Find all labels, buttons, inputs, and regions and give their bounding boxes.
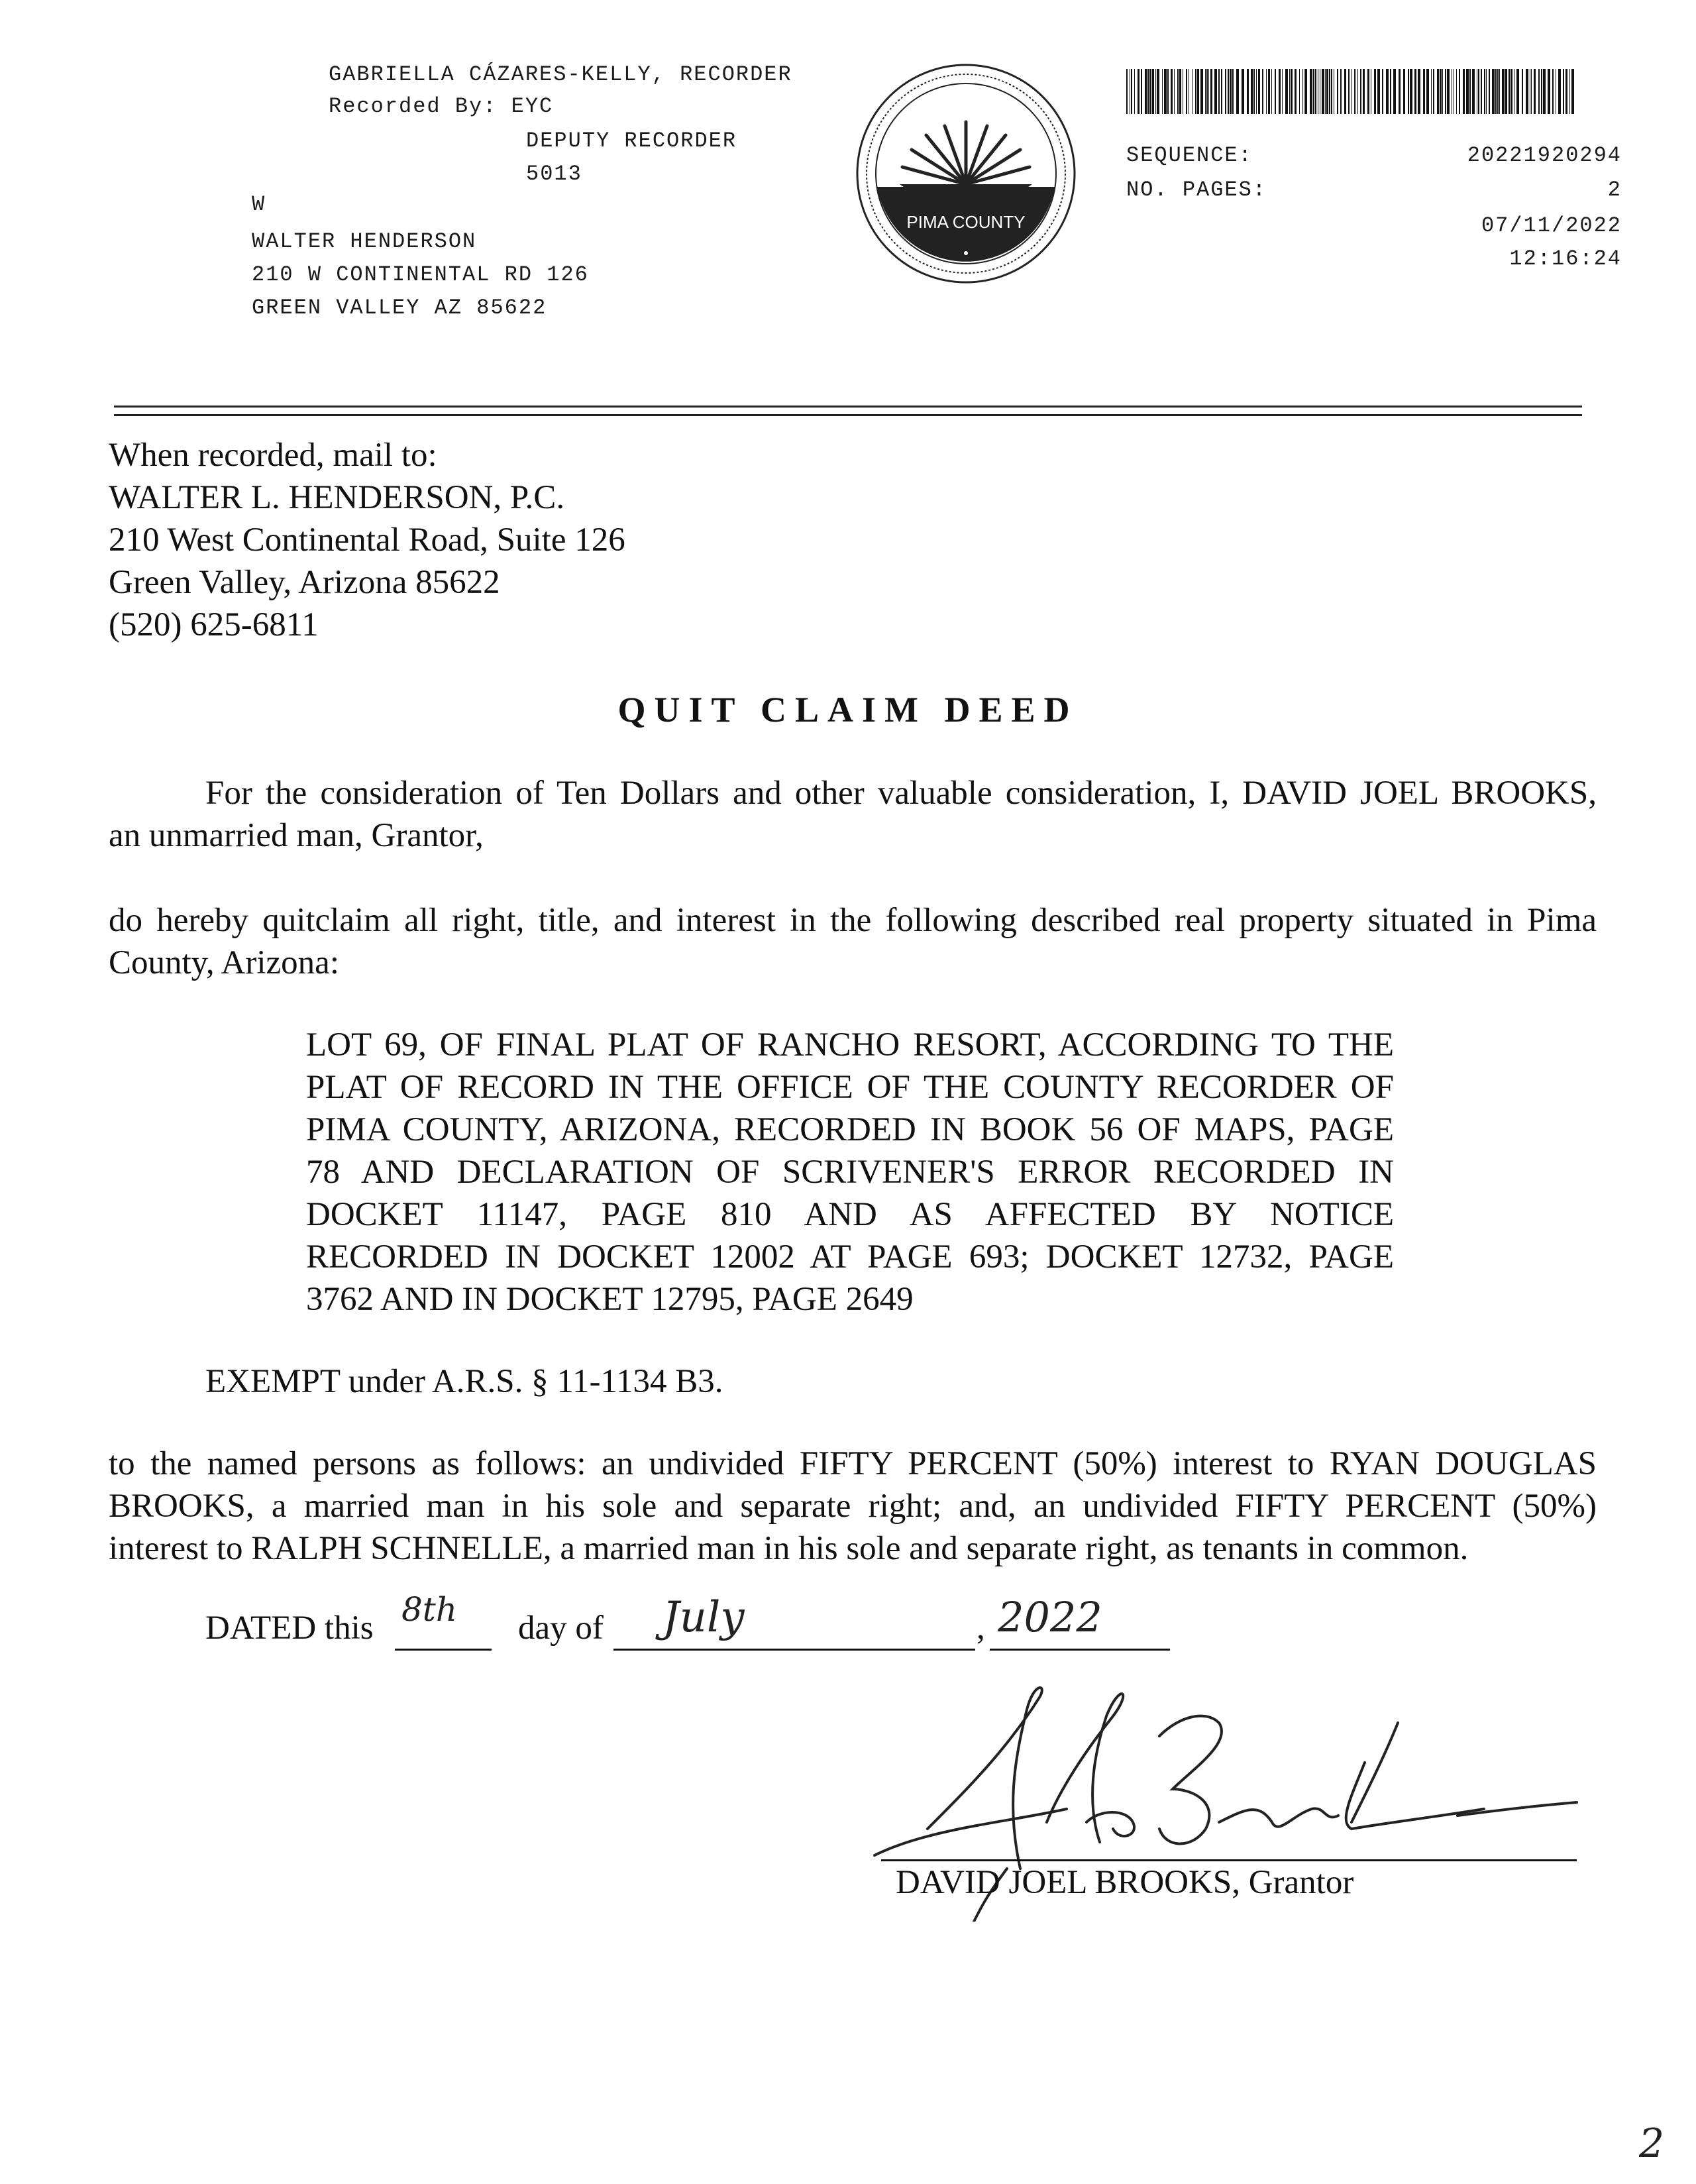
barcode-bar [1258,69,1260,114]
barcode-bar [1499,69,1500,114]
barcode-bar [1516,69,1519,114]
barcode-bar [1502,69,1505,114]
barcode-bar [1164,69,1167,114]
barcode-bar [1208,69,1209,114]
legal-line: PIMA COUNTY, ARIZONA, RECORDED IN BOOK 56 OF MAPS, PAGE [306,1111,1394,1148]
grantor-caption: DAVID JOEL BROOKS, Grantor [896,1864,1354,1901]
barcode-bar [1534,69,1536,114]
barcode-bar [1232,69,1234,114]
barcode-bar [1492,69,1495,114]
recorder-name: GABRIELLA CÁZARES-KELLY, RECORDER [329,62,792,87]
dated-comma: , [977,1610,985,1647]
barcode-bar [1195,69,1196,114]
barcode-bar [1268,69,1270,114]
barcode-bar [1466,69,1469,114]
barcode-bar [1354,69,1355,114]
barcode-bar [1285,69,1288,114]
day-handwritten: 8th [401,1590,458,1629]
barcode-bar [1344,69,1346,114]
barcode-bar [1197,69,1199,114]
barcode-bar [1310,69,1312,114]
barcode-bar [1134,69,1135,114]
barcode-bar [1329,69,1330,114]
barcode-bar [1410,69,1412,114]
barcode-bar [1423,69,1425,114]
grantees-line: BROOKS, a married man in his sole and separate right; and, an undivided FIFTY PERCENT (50%) [109,1488,1597,1525]
barcode-bar [1484,69,1485,114]
exempt-statement: EXEMPT under A.R.S. § 11-1134 B3. [205,1363,723,1400]
barcode-bar [1363,69,1365,114]
barcode-bar [1138,69,1140,114]
barcode-bar [1179,69,1181,114]
county-seal-icon [853,61,1079,286]
mail-to-name: WALTER L. HENDERSON, P.C. [109,479,565,516]
barcode-bar [1131,69,1132,114]
barcode-bar [1348,69,1350,114]
barcode-bar [1218,69,1220,114]
barcode-bar [1399,69,1401,114]
sequence-value: 20221920294 [1467,143,1622,168]
barcode-bar [1289,69,1290,114]
barcode-bar [1247,69,1249,114]
barcode-bar [1414,69,1416,114]
barcode-bar [1489,69,1490,114]
barcode-bar [1282,69,1283,114]
barcode-bar [1149,69,1151,114]
barcode-bar [1299,69,1300,114]
barcode-bar [1418,69,1420,114]
barcode-bar [1469,69,1471,114]
barcode-bar [1275,69,1276,114]
barcode-bar [1497,69,1499,114]
legal-line: DOCKET 11147, PAGE 810 AND AS AFFECTED BY NOTICE [306,1196,1394,1233]
barcode-bar [1472,69,1475,114]
barcode-bar [1510,69,1512,114]
barcode-bar [1291,69,1293,114]
barcode-bar [1174,69,1175,114]
barcode-bar [1357,69,1358,114]
barcode-bar [1563,69,1564,114]
barcode-bar [1386,69,1389,114]
barcode-bar [1253,69,1255,114]
day-of-label: day of [518,1610,604,1647]
barcode-bar [1426,69,1429,114]
barcode-bar [1147,69,1149,114]
barcode-bar [1481,69,1482,114]
barcode-bar [1445,69,1446,114]
month-handwritten: July [662,1593,745,1642]
barcode-bar [1377,69,1380,114]
grantees-line: interest to RALPH SCHNELLE, a married man in his sole and separate right, as tenants in common. [109,1530,1469,1567]
barcode-bar [1126,69,1128,114]
barcode-bar [1526,69,1528,114]
barcode-bar [1463,69,1465,114]
barcode-bar [1360,69,1361,114]
barcode-bar [1382,69,1383,114]
barcode-bar [1266,69,1267,114]
barcode-bar [1205,69,1206,114]
barcode-bar [1315,69,1316,114]
barcode-bar [1302,69,1303,114]
barcode-bar [1437,69,1439,114]
barcode-bar [1442,69,1443,114]
barcode-bar [1186,69,1187,114]
barcode-bar [1200,69,1203,114]
consideration-line-2: an unmarried man, Grantor, [109,817,484,854]
sequence-label: SEQUENCE: [1126,143,1253,168]
barcode-bar [1152,69,1154,114]
dated-prefix: DATED this [205,1610,374,1647]
barcode-bar [1569,69,1570,114]
pages-label: NO. PAGES: [1126,178,1267,202]
barcode-bar [1541,69,1542,114]
legal-line: 3762 AND IN DOCKET 12795, PAGE 2649 [306,1281,914,1318]
barcode-bar [1558,69,1561,114]
mail-to-street: 210 West Continental Road, Suite 126 [109,521,625,559]
barcode-bar [1325,69,1326,114]
barcode-bar [1548,69,1550,114]
barcode-bar [1538,69,1540,114]
addressee-name: WALTER HENDERSON [252,229,477,254]
quitclaim-line-1: do hereby quitclaim all right, title, and interest in the following described real property situated in Pima [109,902,1597,939]
barcode-bar [1337,69,1338,114]
barcode-bar [1478,69,1479,114]
deputy-number: 5013 [526,162,582,186]
barcode-bar [1177,69,1179,114]
mail-to-heading: When recorded, mail to: [109,437,437,474]
quitclaim-line-2: County, Arizona: [109,944,339,981]
barcode-bar [1543,69,1546,114]
header-divider [114,406,1582,416]
barcode-bar [1206,69,1208,114]
barcode-bar [1440,69,1442,114]
barcode-bar [1331,69,1332,114]
barcode-bar [1171,69,1173,114]
recording-date: 07/11/2022 [1481,213,1622,238]
barcode-bar [1225,69,1226,114]
page-mark: 2 [1639,2120,1665,2167]
mail-to-phone: (520) 625-6811 [109,606,319,643]
recorded-by: Recorded By: EYC [329,94,554,119]
barcode-bar [1210,69,1212,114]
barcode-bar [1367,69,1369,114]
barcode-bar [1531,69,1532,114]
barcode-bar [1433,69,1434,114]
barcode-bar [1552,69,1554,114]
mail-to-city: Green Valley, Arizona 85622 [109,564,500,601]
barcode-bar [1322,69,1324,114]
barcode-bar [1351,69,1352,114]
barcode-bar [1157,69,1159,114]
barcode-bar [1431,69,1432,114]
legal-line: PLAT OF RECORD IN THE OFFICE OF THE COUNTY RECORDER OF [306,1069,1394,1106]
barcode-bar [1403,69,1405,114]
barcode-bar [1228,69,1229,114]
barcode-bar [1393,69,1396,114]
addressee-street: 210 W CONTINENTAL RD 126 [252,262,589,287]
barcode-bar [1305,69,1307,114]
signature-line [881,1859,1577,1861]
barcode-bar [1145,69,1147,114]
barcode-bar [1565,69,1567,114]
barcode-bar [1236,69,1239,114]
barcode-bar [1313,69,1314,114]
pages-value: 2 [1607,178,1622,202]
barcode [1126,69,1577,114]
barcode-bar [1505,69,1507,114]
barcode-bar [1509,69,1510,114]
barcode-bar [1374,69,1376,114]
barcode-bar [1390,69,1391,114]
recording-time: 12:16:24 [1509,246,1622,271]
barcode-bar [1340,69,1342,114]
barcode-bar [1162,69,1163,114]
legal-line: LOT 69, OF FINAL PLAT OF RANCHO RESORT, ACCORDING TO THE [306,1026,1394,1064]
barcode-bar [1355,69,1356,114]
barcode-bar [1456,69,1457,114]
barcode-bar [1271,69,1272,114]
seal-text: PIMA COUNTY [906,212,1026,232]
barcode-bar [1486,69,1487,114]
barcode-bar [1221,69,1222,114]
addressee-city: GREEN VALLEY AZ 85622 [252,296,547,320]
barcode-bar [1279,69,1281,114]
grantees-line: to the named persons as follows: an undivided FIFTY PERCENT (50%) interest to RYAN DOUGLAS [109,1445,1597,1482]
legal-line: 78 AND DECLARATION OF SCRIVENER'S ERROR RECORDED IN [306,1154,1394,1191]
barcode-bar [1167,69,1169,114]
year-handwritten: 2022 [998,1593,1102,1641]
barcode-bar [1571,69,1574,114]
barcode-bar [1408,69,1409,114]
deputy-recorder: DEPUTY RECORDER [526,129,737,153]
barcode-bar [1326,69,1328,114]
barcode-bar [1495,69,1497,114]
barcode-bar [1230,69,1232,114]
legal-line: RECORDED IN DOCKET 12002 AT PAGE 693; DOCKET 12732, PAGE [306,1238,1394,1276]
barcode-bar [1295,69,1297,114]
barcode-bar [1262,69,1263,114]
barcode-bar [1459,69,1460,114]
barcode-bar [1141,69,1142,114]
consideration-line-1: For the consideration of Ten Dollars and other valuable consideration, I, DAVID JOEL BROOKS, [205,775,1597,812]
document-title: QUIT CLAIM DEED [617,690,1079,730]
barcode-bar [1155,69,1156,114]
barcode-bar [1447,69,1450,114]
barcode-bar [1522,69,1523,114]
barcode-bar [1251,69,1253,114]
recording-code: W [252,192,266,217]
barcode-bar [1242,69,1244,114]
barcode-bar [1256,69,1257,114]
barcode-bar [1214,69,1217,114]
